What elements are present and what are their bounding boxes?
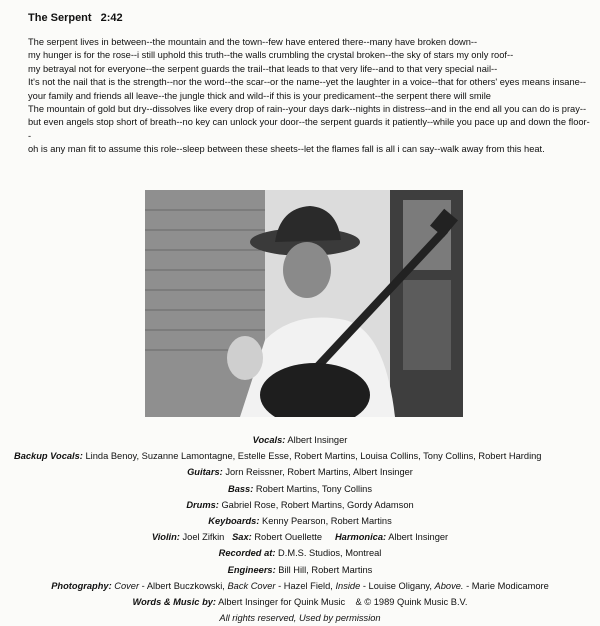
credit-backup-vocals: Backup Vocals: Linda Benoy, Suzanne Lamontagne, Estelle Esse, Robert Martins, Louisa Collins, Tony Collins, Robert Harding (14, 451, 542, 462)
lyric-line: The serpent lives in between--the mountain and the town--few have entered there--many have broken down-- (28, 37, 478, 47)
credit-recorded-at: Recorded at: D.M.S. Studios, Montreal (218, 548, 382, 559)
credit-vocals: Vocals: Albert Insinger (252, 435, 348, 445)
credit-bass: Bass: Robert Martins, Tony Collins (227, 483, 372, 494)
lyric-line: my hunger is for the rose--i still uphold this truth--the walls crumbling the crystal broken--the sky of stars my only roof-- (28, 50, 514, 61)
lyric-line: It's not the nail that is the strength--nor the word--the scar--or the name--yet the laughter in a voice--that for others' eyes means insane-- (28, 77, 587, 88)
credit-keyboards: Keyboards: Kenny Pearson, Robert Martins (208, 516, 392, 527)
song-title-text: The Serpent (28, 12, 92, 24)
credit-words-music: Words & Music by: Albert Insinger for Quink Music & © 1989 Quink Music B.V. (132, 597, 468, 608)
credit-rights: All rights reserved, Used by permission (219, 613, 381, 624)
credit-photography: Photography: Cover - Albert Buczkowski, Back Cover - Hazel Field, Inside - Louise Oligany, Above. - Marie Modicamore (51, 580, 549, 591)
lyric-line: The mountain of gold but dry--dissolves like every drop of rain--your days dark--nights in distress--and in the end all you can do is pray-- (28, 104, 587, 115)
lyric-line: my betrayal not for everyone--the serpent guards the trail--that leads to that very life--and to that very special nail-- (28, 63, 498, 74)
credit-violin-sax-harmonica: Violin: Joel Zifkin Sax: Robert Ouellette Harmonica: Albert Insinger (151, 532, 449, 543)
lyric-line: oh is any man fit to assume this role--sleep between these sheets--let the flames fall is all i can say--walk away from this heat. (28, 144, 545, 155)
song-duration: 2:42 (100, 12, 123, 24)
lyric-line: your family and friends all leave--the jungle thick and wild--if this is your predicament--the serpent there will smile (28, 90, 491, 101)
musician-photo (145, 190, 463, 417)
credit-guitars: Guitars: Jorn Reissner, Robert Martins, Albert Insinger (187, 467, 413, 478)
lyric-line: but even angels stop short of breath--no key can unlock your door--the serpent guards it patiently--while you pace up and down the floor-- (28, 117, 590, 141)
credit-drums: Drums: Gabriel Rose, Robert Martins, Gordy Adamson (186, 499, 414, 510)
song-title (28, 12, 123, 24)
credit-engineers: Engineers: Bill Hill, Robert Martins (227, 564, 373, 575)
lyrics-block (28, 36, 590, 157)
credits-block (0, 432, 600, 626)
musician-photo-illustration (145, 190, 463, 417)
